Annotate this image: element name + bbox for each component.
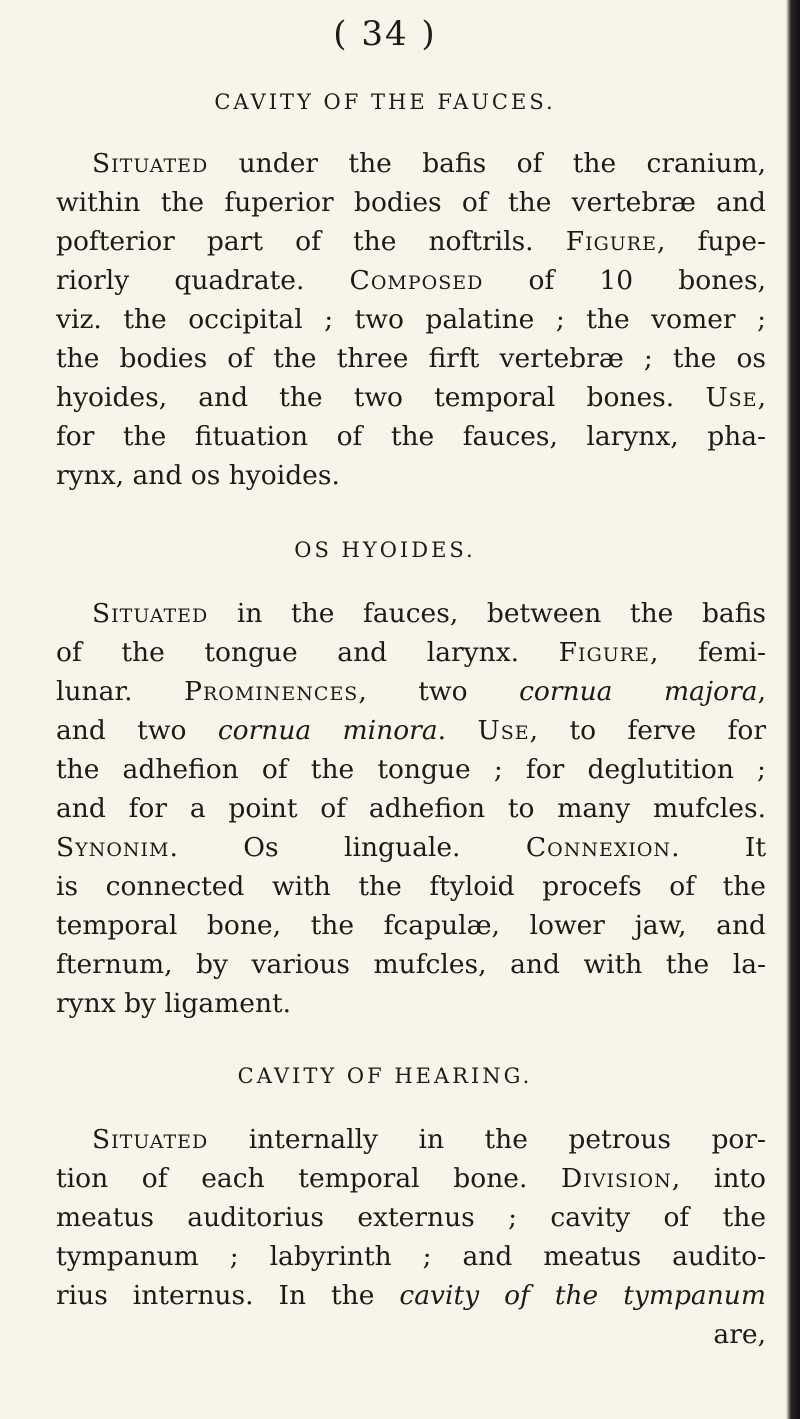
text-line [56,1276,766,1315]
text-segment: , [757,676,766,707]
text-segment: the adhefion of the tongue ; for deglutition ; [56,754,766,785]
text-segment: tion of each temporal bone. [56,1163,562,1194]
keyword: Situated [92,148,209,179]
text-line [56,456,766,495]
keyword: Situated [92,598,209,629]
keyword: Situated [92,1124,209,1155]
text-segment: of 10 bones, [483,265,766,296]
text-line [56,378,766,417]
text-segment: , femi- [649,637,766,668]
text-segment: , two [358,676,520,707]
text-segment: tympanum ; labyrinth ; and meatus audito- [56,1241,766,1272]
text-segment: the bodies of the three firft vertebræ ; the os [56,343,766,374]
text-segment: fternum, by various mufcles, and with the la- [56,949,766,980]
text-line [56,984,766,1023]
text-segment: are, [713,1319,766,1350]
keyword: Prominences [184,676,359,707]
text-segment: temporal bone, the fcapulæ, lower jaw, and [56,910,766,941]
text-line [56,672,766,711]
text-segment: . Os linguale. [169,832,526,863]
text-segment: , [757,382,766,413]
text-line [56,633,766,672]
keyword: Connexion [525,832,672,863]
text-segment: . It [671,832,766,863]
text-segment: meatus auditorius externus ; cavity of the [56,1202,766,1233]
keyword: Synonim [56,832,170,863]
text-segment: , into [671,1163,766,1194]
text-line [56,300,766,339]
text-segment: , to ferve for [529,715,766,746]
text-line [56,1120,766,1159]
text-segment: and for a point of adhefion to many mufcles. [56,793,766,824]
text-line [56,183,766,222]
text-segment: under the bafis of the cranium, [208,148,766,179]
paragraph-cavity-of-fauces [56,144,766,495]
paragraph-cavity-of-hearing [56,1120,766,1354]
text-segment: rius internus. In the [56,1280,400,1311]
text-line [56,750,766,789]
text-line [56,867,766,906]
heading-os-hyoides: OS HYOIDES. [294,538,476,562]
page-edge-shadow [786,0,800,1419]
keyword: Composed [349,265,484,296]
text-line [56,945,766,984]
text-segment: lunar. [56,676,185,707]
heading-cavity-of-fauces: CAVITY OF THE FAUCES. [214,90,556,114]
keyword: Use [705,382,758,413]
text-line [56,1315,766,1354]
text-segment: is connected with the ftyloid procefs of the [56,871,766,902]
text-line [56,1159,766,1198]
text-segment: internally in the petrous por- [208,1124,766,1155]
text-segment: for the fituation of the fauces, larynx, pha- [56,421,766,452]
text-segment: rynx, and os hyoides. [56,460,340,491]
text-line [56,339,766,378]
text-line [56,1237,766,1276]
text-line [56,1198,766,1237]
italic-term: cornua minora [217,715,438,746]
text-segment: of the tongue and larynx. [56,637,559,668]
keyword: Figure [558,637,650,668]
text-segment: pofterior part of the noftrils. [56,226,566,257]
text-line [56,789,766,828]
paragraph-os-hyoides [56,594,766,1023]
text-segment: . [437,715,478,746]
italic-term: cavity of the tympanum [399,1280,766,1311]
text-line [56,594,766,633]
text-line [56,222,766,261]
text-segment: within the fuperior bodies of the vertebræ and [56,187,766,218]
text-line [56,144,766,183]
italic-term: cornua majora [519,676,758,707]
page-number: ( 34 ) [333,14,437,54]
heading-cavity-of-hearing: CAVITY OF HEARING. [237,1064,533,1088]
text-segment: rynx by ligament. [56,988,292,1019]
text-segment: riorly quadrate. [56,265,350,296]
text-segment: hyoides, and the two temporal bones. [56,382,706,413]
keyword: Use [477,715,530,746]
text-line [56,261,766,300]
text-line [56,828,766,867]
keyword: Division [561,1163,672,1194]
text-segment: , fupe- [656,226,766,257]
text-line [56,711,766,750]
text-line [56,417,766,456]
text-segment: viz. the occipital ; two palatine ; the vomer ; [56,304,766,335]
text-segment: and two [56,715,218,746]
keyword: Figure [565,226,657,257]
text-segment: in the fauces, between the bafis [208,598,766,629]
text-line [56,906,766,945]
